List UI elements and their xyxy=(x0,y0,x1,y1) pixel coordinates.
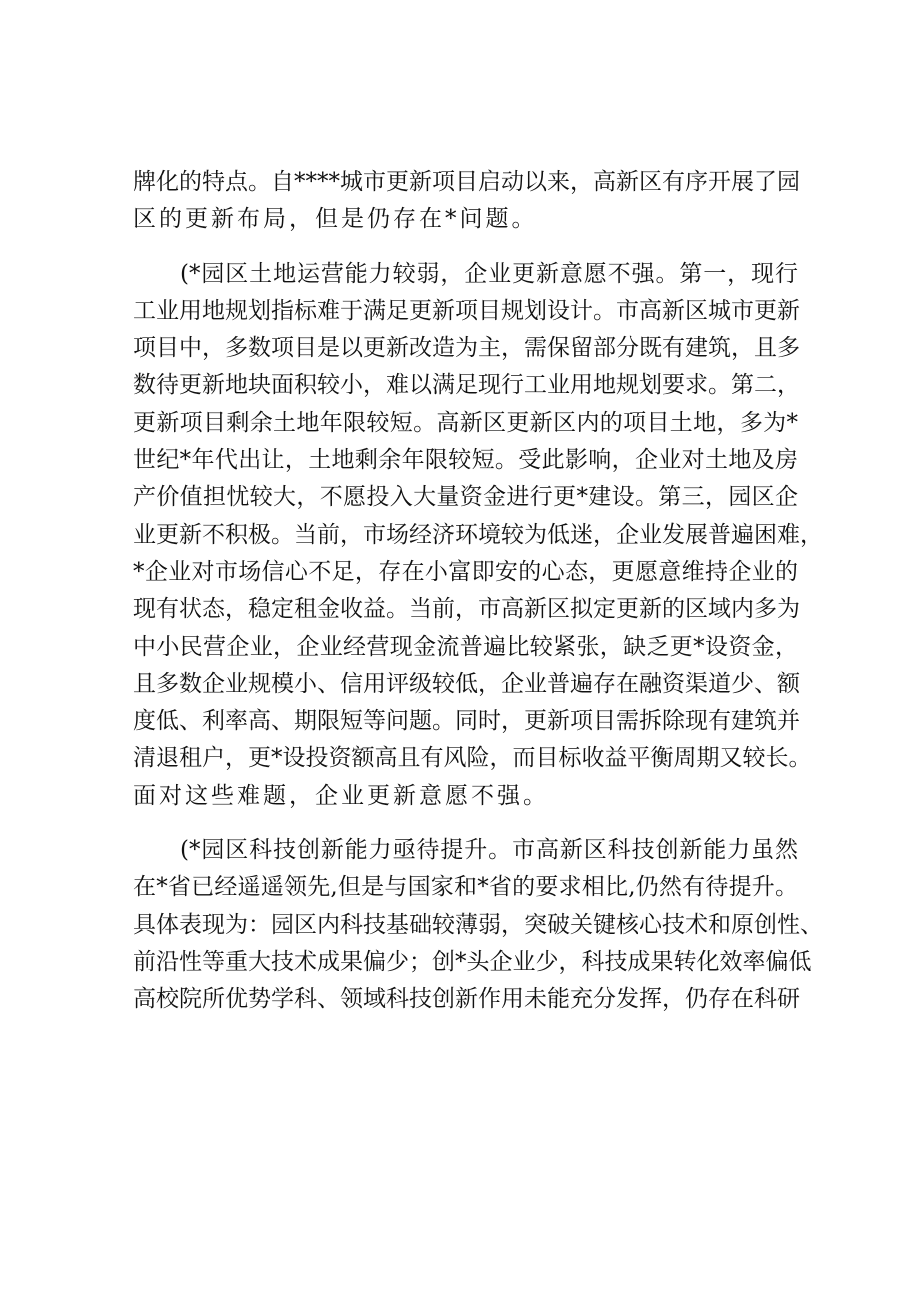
paragraph-gap xyxy=(133,239,798,256)
text-line: 牌化的特点。自****城市更新项目启动以来，高新区有序开展了园 xyxy=(133,169,800,195)
text-line: 现有状态，稳定租金收益。当前，市高新区拟定更新的区域内多为 xyxy=(133,596,800,623)
text-line: (*园区土地运营能力较弱，企业更新意愿不强。第一，现行 xyxy=(180,260,798,287)
text-line: 清退租户，更*设投资额高且有风险，而目标收益平衡周期又较长。 xyxy=(133,745,812,772)
document-body xyxy=(133,164,823,1019)
text-line: 工业用地规划指标难于满足更新项目规划设计。市高新区城市更新 xyxy=(133,297,800,324)
paragraph-tech-innovation xyxy=(133,832,823,1018)
paragraph-continuation xyxy=(133,164,798,239)
text-line: 产价值担忧较大，不愿投入大量资金进行更*建设。第三，园区企 xyxy=(133,484,798,511)
text-line: 前沿性等重大技术成果偏少；创*头企业少，科技成果转化效率偏低 xyxy=(133,948,812,975)
text-line: (*园区科技创新能力亟待提升。市高新区科技创新能力虽然 xyxy=(180,837,798,864)
text-line: 中小民营企业，企业经营现金流普遍比较紧张，缺乏更*设资金， xyxy=(133,633,798,660)
text-line: 项目中，多数项目是以更新改造为主，需保留部分既有建筑，且多 xyxy=(133,335,800,362)
text-line: 业更新不积极。当前，市场经济环境较为低迷，企业发展普遍困难， xyxy=(133,521,823,548)
text-line: 区的更新布局，但是仍存在*问题。 xyxy=(133,206,538,233)
paragraph-gap xyxy=(133,815,798,832)
text-line: 具体表现为：园区内科技基础较薄弱，突破关键核心技术和原创性、 xyxy=(133,911,823,938)
paragraph-land-operation xyxy=(133,256,823,815)
text-line: 数待更新地块面积较小，难以满足现行工业用地规划要求。第二， xyxy=(133,372,800,399)
text-line: 度低、利率高、期限短等问题。同时，更新项目需拆除现有建筑并 xyxy=(133,708,800,735)
text-line: 面对这些难题，企业更新意愿不强。 xyxy=(133,782,549,809)
text-line: 更新项目剩余土地年限较短。高新区更新区内的项目土地，多为* xyxy=(133,409,798,436)
text-line: 在*省已经遥遥领先,但是与国家和*省的要求相比,仍然有待提升。 xyxy=(133,874,798,901)
text-line: 且多数企业规模小、信用评级较低，企业普遍存在融资渠道少、额 xyxy=(133,670,800,697)
text-line: 高校院所优势学科、领域科技创新作用未能充分发挥，仍存在科研 xyxy=(133,986,800,1013)
text-line: *企业对市场信心不足，存在小富即安的心态，更愿意维持企业的 xyxy=(133,558,798,585)
text-line: 世纪*年代出让，土地剩余年限较短。受此影响，企业对土地及房 xyxy=(133,447,798,474)
